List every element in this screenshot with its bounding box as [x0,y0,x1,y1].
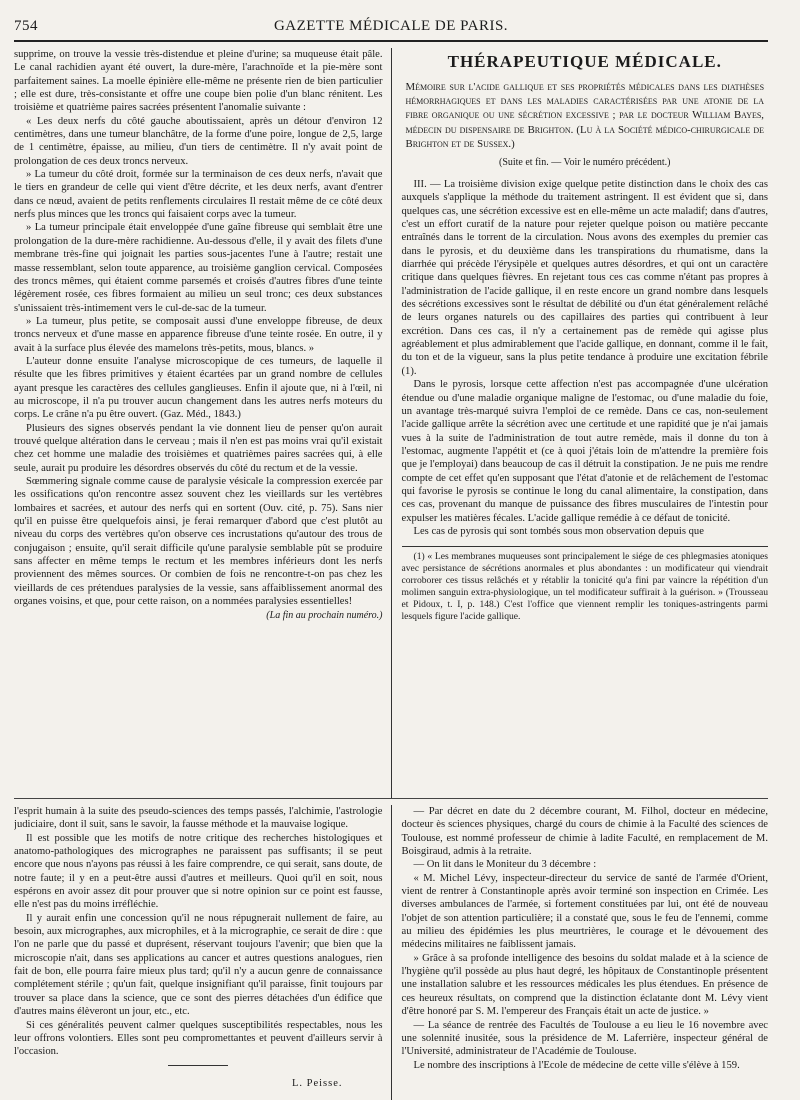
suite-note: (Suite et fin. — Voir le numéro précédent.) [498,157,671,169]
paragraph: Il est possible que les motifs de notre critique des recherches histologiques et anatomo-pathologiques des micrographes ne paraissent pas suffisants; il se peut encore que nous n'ayons pas réussi à les faire comprendre, ce qui serait, sans doute, de notre faute; il y en a peut-être aussi d'autres et meilleurs. Quoi qu'il en soit, nous espérons en avoir assez dit pour prouver que si notre opinion sur ce point est fausse, elle n'est pas du moins irréfléchie. [14,832,383,911]
paragraph: » La tumeur, plus petite, se composait aussi d'une enveloppe fibreuse, de deux troncs nerveux et d'une masse en apparence fibreuse d'une teinte rosée. En outre, il y avait à la surface plus élevée des mamelons très-petits, mous, blancs. » [14,315,383,354]
paragraph: » La tumeur principale était enveloppée d'une gaîne fibreuse qui semblait être une prolongation de la dure-mère rachidienne. Au-dessous d'elle, il y avait des filets d'une membrane très-fine qui joignait les parties sous-jacentes l'une à l'autre; restait une masse ressemblant, selon toute apparence, au troisième ganglion cervical. Composées des troncs mêmes, qui étaient comme parsemés et croisés d'autres fibres d'une teinte légèrement rosée, ces fibres formaient au milieu un seul tronc; ces deux substances s'unissaient très-intimement vers le cul-de-sac de la tumeur. [14,222,383,314]
paragraph: Le nombre des inscriptions à l'Ecole de médecine de cette ville s'élève à 159. [413,1059,740,1071]
signature-rule [168,1065,228,1066]
left-column-bottom [14,805,389,1100]
paragraph: » Grâce à sa profonde intelligence des besoins du soldat malade et à la science de l'hygiène qu'il possède au plus haut degré, les hôpitaux de Constantinople présentent une installation salubre et les ressources médicales les plus étendues. En présence de ces heureux résultats, on comprend que la distinction éclatante dont M. Lévy vient d'être honoré par S. M. l'empereur des Français était un acte de justice. » [401,952,769,1018]
footnote: (1) « Les membranes muqueuses sont principalement le siége de ces phlegmasies atoniques avec persistance de sécrétions anormales et plus abondantes : un modificateur qui viendrait corroborer ces tissus relâchés et y rétablir la tonicité qu'a fini par vaincre la répétition d'un molimen sanguin extra-physiologique, un tel modificateur suffirait à la guérison. » (Trousseau et Pidoux, t. I, p. 148.) C'est l'office que viennent remplir les toniques-astringents parmi lesquels figure l'acide gallique. [401,551,769,623]
paragraph: Dans le pyrosis, lorsque cette affection n'est pas accompagnée d'une ulcération étendue ou d'une maladie organique maligne de l'estomac, ou d'une maladie du foie, un avantage très-marqué suivra l'emploi de ce remède. Dans ce cas, non-seulement l'acide gallique arrête la sécrétion avec une certitude et une rapidité que je n'ai jamais vues à la suite de l'administration de tout autre remède, mais il donne du ton à l'estomac, augmente l'appétit et (ce à quoi j'étais loin de m'attendre la première fois que je l'employai) dans beaucoup de cas il détruit la constipation. Je ne puis me rendre compte de cet effet qu'en supposant que l'état d'atonie et de relâchement de l'estomac qui favorise le pyrosis se continue le long du canal alimentaire, la constipation, dans ces cas, provenant du manque de puissance des fibres musculaires de l'intestin pour expulser les matières fécales. L'acide gallique remédie à ce défaut de tonicité. [401,379,769,524]
section-title: THÉRAPEUTIQUE MÉDICALE. [447,52,722,71]
page-number: 754 [14,18,38,34]
right-column-bottom [394,805,769,1100]
journal-title: GAZETTE MÉDICALE DE PARIS. [273,18,509,34]
column-divider [391,805,392,1100]
continued-note: (La fin au prochain numéro.) [266,610,383,622]
paragraph: « Les deux nerfs du côté gauche aboutissaient, après un détour d'environ 12 centimètres, dans une tumeur blanchâtre, de la forme d'une poire, longue de 2,5, large de 1 centimètre, épaisse, au milieu, d'un tiers de centimètre. Il n'y avait point de prolongation de ces deux troncs nerveux. [14,115,383,167]
memoir-heading: Mémoire sur l'acide gallique et ses propriétés médicales dans les diathèses hémorrhagiques et dans les maladies caractérisées par une atonie de la fibre organique ou une sécrétion excessive ; par le docteur William Bayes, médecin du dispensaire de Brighton. (Lu à la Société médico-chirurgicale de Brighton et de Sussex.) [405,81,765,150]
paragraph: — La séance de rentrée des Facultés de Toulouse a eu lieu le 16 novembre avec une solennité inusitée, sous la présidence de M. Laferrière, inspecteur général de l'Université, administrateur de l'Académie de Toulouse. [401,1019,769,1058]
paragraph: Il y aurait enfin une concession qu'il ne nous répugnerait nullement de faire, au besoin, aux micrographes, aux microphiles, et à la micrographie, ce serait de dire : que l'on ne parle que du passé et duprésent, réservant toujours l'avenir; que bien que la microscopie n'ait, dans ses applications au cancer et autres questions analogues, rien fait de bon, elle pourra faire mieux plus tard; qu'il n'y a aucun genre de connaissance complétement stérile ; qu'un fait, quelque insignifiant qu'il paraisse, finit toujours par trouver sa place dans la science, que ce sont des pierres détachées d'un édifice que d'autres mains élèveront un jour, etc., etc. [14,912,383,1018]
paragraph: Sœmmering signale comme cause de paralysie vésicale la compression exercée par les ossifications qu'on rencontre assez souvent chez les vieillards sur les vertèbres lombaires et sacrées, et autour des nerfs qui en sortent (Ouv. cité, p. 75). Sans nier qu'il en puisse être quelquefois ainsi, je ferai remarquer d'abord que c'est plutôt au niveau du corps des vertèbres qu'on observe ces incrustations qu'autour des trous de conjugaison ; ensuite, qu'il serait difficile qu'une paralysie semblable pût se produire sans affecter en même temps le rectum et les membres inférieurs dont les nerfs proviennent des mêmes sources. Or combien de fois ne rencontre-t-on pas chez les vieillards de ces prétendues paralysies de la vessie, sans affaiblissement anormal des organes voisins, et que, pour cette raison, on a nommées paralysies essentielles! [14,476,383,608]
left-column-top [14,48,389,798]
paragraph: supprime, on trouve la vessie très-distendue et pleine d'urine; sa muqueuse était pâle. Le canal rachidien ayant été ouvert, la dure-mère, l'arachnoïde et la pie-mère sont parfaitement saines. La moelle épinière elle-même ne présente rien de bien particulier ; elle est dure, très-consistante et offre une coupe bien polie d'un blanc rénitent. Les troisième et quatrième paires sacrées présentent l'anomalie suivante : [14,49,383,114]
top-section [14,48,768,799]
right-column-top [394,48,769,798]
author-signature: L. Peisse. [291,1077,343,1089]
paragraph: III. — La troisième division exige quelque petite distinction dans le choix des cas auxquels s'applique la méthode du traitement astringent. Il est évident que si, dans quelques cas, une sécrétion excessive est en elle-même un acte maladif; dans d'autres, c'est un effort curatif de la nature pour rejeter quelque poison ou matière peccante entraînés dans le torrent de la circulation. Nous avons des exemples du premier cas dans le pyrosis, et du deuxième dans les transpirations du rhumatisme, dans la diarrhée qui précède l'érysipèle et quelques autres désordres, et qui ont un caractère critique dans quelques fièvres. En rejetant tous ces cas comme n'étant pas propres à l'administration de l'acide gallique, il en reste encore un grand nombre dans lesquels des sécrétions excessives sont le résultat de débilité ou d'un état généralement relâché de leurs organes naturels ou des capillaires des parties qui contribuent à leur excrétion. Dans ces cas, il n'y a certainement pas de remède qui agisse plus agréablement et plus admirablement que l'acide gallique, en donnant, comme il le fait, du ton et de la vigueur, sans la plus petite tendance à produire une excitation fébrile (1). [401,179,769,377]
paragraph: — Par décret en date du 2 décembre courant, M. Filhol, docteur en médecine, docteur ès sciences physiques, chargé du cours de chimie à la Faculté des sciences de Toulouse, est nommé professeur de chimie à ladite Faculté, en remplacement de M. Boisgiraud, admis à la retraite. [401,806,769,858]
paragraph: Si ces généralités peuvent calmer quelques susceptibilités respectables, nous les leur offrons volontiers. Elles sont peu compromettantes et peuvent d'ailleurs servir à l'occasion. [14,1019,383,1058]
footnote-rule [402,546,769,547]
paragraph: l'esprit humain à la suite des pseudo-sciences des temps passés, l'alchimie, l'astrologie judiciaire, dont il suit, sans le savoir, la fausse méthode et la mauvaise logique. [14,806,383,831]
page-header [14,18,768,42]
paragraph: » La tumeur du côté droit, formée sur la terminaison de ces deux nerfs, n'avait que le tiers en grandeur de celle qui vient d'être décrite, et les deux nerfs, avant d'entrer dans ce nœud, avaient de petits renflements circulaires Il restait même de ce côté deux nerfs plus minces que les troncs qui faisaient corps avec la tumeur. [14,169,383,221]
paragraph: — On lit dans le Moniteur du 3 décembre : [413,859,597,871]
paragraph: « M. Michel Lévy, inspecteur-directeur du service de santé de l'armée d'Orient, vient de rentrer à Constantinople après avoir terminé son inspection en Crimée. Les diverses ambulances de l'armée, si fortement constituées par lui, ont été de nouveau l'objet de son attention particulière; il a constaté que, sous le feu de l'ennemi, comme au milieu des épidémies les plus meurtrières, le courage et le dévouement des médecins militaires ne faiblissent jamais. [401,872,769,951]
bottom-section [14,805,768,1100]
paragraph: L'auteur donne ensuite l'analyse microscopique de ces tumeurs, de laquelle il résulte que les fibres primitives y étaient écartées par un grand nombre de cellules ayant presque les caractères des cellules ganglieuses. Enfin il ajoute que, ni à l'œil, ni au microscope, il n'a pu trouver aucun changement dans les autres nerfs moteurs du corps. Le crâne n'a pu être ouvert. (Gaz. Méd., 1843.) [14,355,383,421]
column-divider [391,48,392,798]
paragraph: Les cas de pyrosis qui sont tombés sous mon observation depuis que [413,525,704,537]
paragraph: Plusieurs des signes observés pendant la vie donnent lieu de penser qu'on aurait trouvé quelque altération dans le cerveau ; mais il n'en est pas moins vrai qu'il existait chez cet homme une maladie des troisièmes et quatrièmes paires sacrées qui, à elle seule, aurait pu produire les désordres observés du côté du rectum et de la vessie. [14,422,383,474]
